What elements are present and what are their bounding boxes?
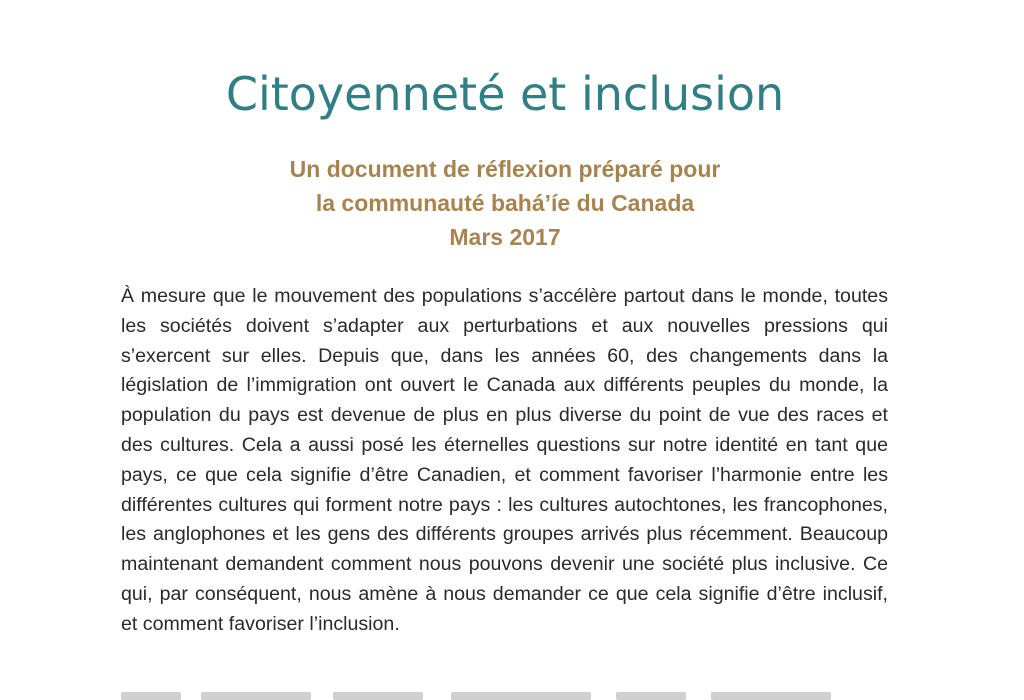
subtitle-line: Un document de réflexion préparé pour bbox=[289, 156, 721, 182]
document-title: Citoyenneté et inclusion bbox=[225, 67, 785, 121]
subtitle-line: la communauté bahá’íe du Canada bbox=[315, 190, 695, 216]
subtitle-date: Mars 2017 bbox=[449, 224, 561, 250]
document-subtitle bbox=[0, 152, 1010, 254]
cut-off-next-line bbox=[121, 690, 888, 700]
body-paragraph: À mesure que le mouvement des populations s’accélère partout dans le monde, toutes les sociétés doivent s’adapter aux perturbations et aux nouvelles pressions qui s’exercent sur elles. Depuis que, dans les années 60, des changements dans la législation de l’immigration ont ouvert le Canada aux différents peuples du monde, la population du pays est devenue de plus en plus diverse du point de vue des races et des cultures. Cela a aussi posé les éternelles questions sur notre identité en tant que pays, ce que cela signifie d’être Canadien, et comment favoriser l’harmonie entre les différentes cultures qui forment notre pays : les cultures autochtones, les francophones, les anglophones et les gens des différents groupes arrivés plus récemment. Beaucoup maintenant demandent comment nous pouvons devenir une société plus inclusive. Ce qui, par conséquent, nous amène à nous demander ce que cela signifie d’être inclusif, et comment favoriser l’inclusion. bbox=[121, 285, 888, 635]
